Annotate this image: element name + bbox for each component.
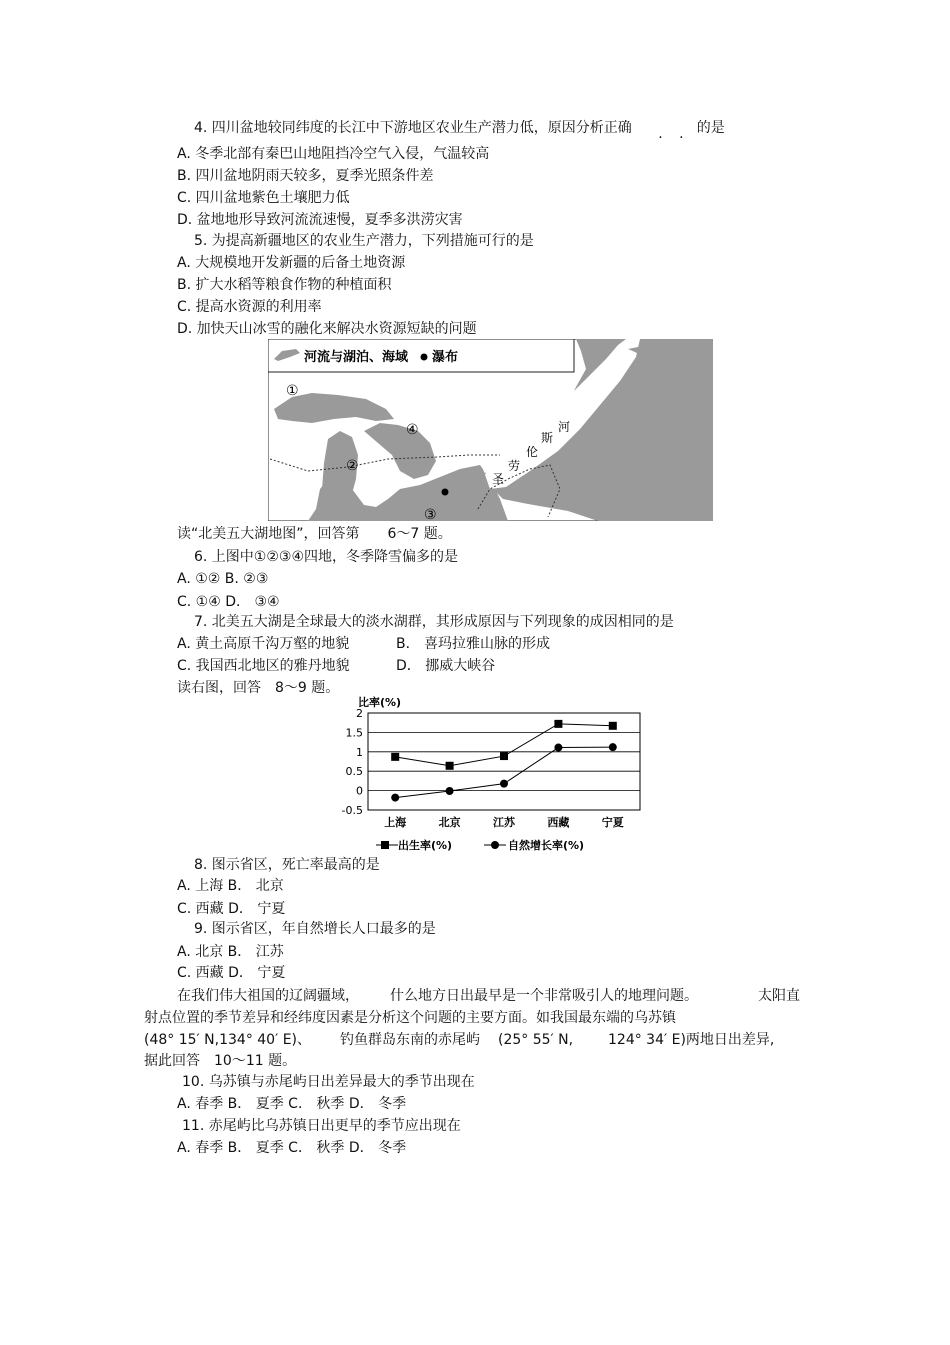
birth-rate-chart <box>340 693 660 855</box>
passage-line3c: (25° 55′ N, <box>498 1032 574 1048</box>
q7-option-a: A. 黄土高原千沟万壑的地貌 <box>177 636 350 652</box>
legend-birth-label: 出生率(%) <box>398 839 453 852</box>
q9-options-ab: A. 北京 B． 江苏 <box>177 944 284 960</box>
legend-growth-marker <box>491 841 499 849</box>
q4-option-a: A. 冬季北部有秦巴山地阻挡冷空气入侵，气温较高 <box>177 146 490 162</box>
legend-falls-icon <box>421 354 428 361</box>
q5-option-c: C. 提高水资源的利用率 <box>177 299 322 315</box>
map-marker-1: ① <box>286 383 299 399</box>
y-tick-label-0: 2 <box>356 707 363 720</box>
growth-rate-point-2 <box>500 780 508 788</box>
q10-options: A. 春季 B． 夏季 C． 秋季 D． 冬季 <box>177 1096 407 1112</box>
q4-stem-text: 4. 四川盆地较同纬度的长江中下游地区农业生产潜力低，原因分析正确 <box>194 120 632 136</box>
map-intro: 读“北美五大湖地图”，回答第 6～7 题。 <box>177 526 452 542</box>
x-tick-label-4: 宁夏 <box>601 816 624 829</box>
q8-stem: 8. 图示省区，死亡率最高的是 <box>194 857 380 873</box>
q7-stem: 7. 北美五大湖是全球最大的淡水湖群，其形成原因与下列现象的成因相同的是 <box>194 614 674 630</box>
y-tick-label-4: 0 <box>356 784 363 798</box>
growth-rate-point-0 <box>391 794 399 802</box>
y-tick-label-3: 0.5 <box>345 765 363 779</box>
birth-rate-point-0 <box>391 753 399 761</box>
x-tick-label-1: 北京 <box>438 816 461 829</box>
map-marker-2: ② <box>346 458 359 474</box>
q5-option-d: D. 加快天山冰雪的融化来解决水资源短缺的问题 <box>177 321 477 337</box>
river-char-sheng: 圣 <box>492 472 505 486</box>
legend-growth-label: 自然增长率(%) <box>508 839 585 852</box>
birth-rate-point-1 <box>446 762 454 770</box>
chart-ylabel: 比率(%) <box>358 696 402 709</box>
great-lakes-map <box>268 339 713 521</box>
q8-options-cd: C. 西藏 D． 宁夏 <box>177 901 286 917</box>
passage-line3a: (48° 15′ N,134° 40′ E)、 <box>144 1032 312 1048</box>
q6-stem: 6. 上图中①②③④四地，冬季降雪偏多的是 <box>194 549 459 565</box>
y-tick-label-5: -0.5 <box>341 804 363 817</box>
birth-rate-point-3 <box>554 720 562 728</box>
chart-x-ticks <box>384 815 624 829</box>
q11-stem: 11. 赤尾屿比乌苏镇日出更早的季节应出现在 <box>182 1118 461 1134</box>
y-tick-label-1: 1.5 <box>345 726 363 740</box>
emphasis-dots: . . <box>658 126 690 142</box>
passage-line1b: 什么地方日出最早是一个非常吸引人的地理问题。 <box>390 988 698 1004</box>
map-marker-4: ④ <box>406 422 419 438</box>
q4-option-c: C. 四川盆地紫色土壤肥力低 <box>177 190 350 206</box>
y-tick-label-2: 1 <box>356 745 363 759</box>
legend-birth-marker <box>381 841 389 849</box>
q5-stem: 5. 为提高新疆地区的农业生产潜力，下列措施可行的是 <box>194 233 534 249</box>
q8-options-ab: A. 上海 B． 北京 <box>177 878 284 894</box>
growth-rate-point-4 <box>609 743 617 751</box>
river-char-si: 斯 <box>541 431 554 445</box>
q4-stem <box>194 119 725 142</box>
passage-line1a: 在我们伟大祖国的辽阔疆域， <box>177 988 359 1004</box>
q10-stem: 10. 乌苏镇与赤尾屿日出差异最大的季节出现在 <box>182 1074 475 1090</box>
q4-option-b: B. 四川盆地阴雨天较多，夏季光照条件差 <box>177 168 434 184</box>
river-char-he: 河 <box>558 420 571 434</box>
x-tick-label-0: 上海 <box>384 816 407 829</box>
legend-falls-label: 瀑布 <box>432 350 459 365</box>
river-char-lun: 伦 <box>526 445 539 459</box>
q9-stem: 9. 图示省区，年自然增长人口最多的是 <box>194 921 436 937</box>
growth-rate-point-3 <box>554 744 562 752</box>
q5-option-a: A. 大规模地开发新疆的后备土地资源 <box>177 255 406 271</box>
q9-options-cd: C. 西藏 D． 宁夏 <box>177 965 286 981</box>
map-marker-3: ③ <box>424 507 437 521</box>
passage-line3d: 124° 34′ E)两地日出差异, <box>608 1032 775 1048</box>
chart-intro: 读右图，回答 8～9 题。 <box>177 680 340 696</box>
q4-stem-end: 的是 <box>696 120 725 136</box>
x-tick-label-2: 江苏 <box>493 816 515 829</box>
q7-option-d: D． 挪威大峡谷 <box>396 658 496 674</box>
passage-line3b: 钓鱼群岛东南的赤尾屿 <box>340 1032 480 1048</box>
waterfall-marker <box>442 489 449 496</box>
birth-rate-point-4 <box>609 722 617 730</box>
q6-options-ab: A. ①② B. ②③ <box>177 571 269 587</box>
birth-rate-point-2 <box>500 752 508 760</box>
q7-option-b: B． 喜玛拉雅山脉的形成 <box>396 636 551 652</box>
passage-line1c: 太阳直 <box>758 988 800 1004</box>
x-tick-label-3: 西藏 <box>547 816 570 829</box>
chart-y-ticks <box>342 707 363 817</box>
legend-water-label: 河流与湖泊、海域 <box>304 350 409 365</box>
river-char-lao: 劳 <box>508 459 521 473</box>
passage-line4: 据此回答 10～11 题。 <box>144 1053 297 1069</box>
q7-option-c: C. 我国西北地区的雅丹地貌 <box>177 658 350 674</box>
growth-rate-point-1 <box>446 787 454 795</box>
q6-options-cd: C. ①④ D． ③④ <box>177 594 280 610</box>
q5-option-b: B. 扩大水稻等粮食作物的种植面积 <box>177 277 392 293</box>
passage-line2: 射点位置的季节差异和经纬度因素是分析这个问题的主要方面。如我国最东端的乌苏镇 <box>144 1010 676 1026</box>
q11-options: A. 春季 B． 夏季 C． 秋季 D． 冬季 <box>177 1140 407 1156</box>
q4-option-d: D. 盆地地形导致河流流速慢，夏季多洪涝灾害 <box>177 212 463 228</box>
